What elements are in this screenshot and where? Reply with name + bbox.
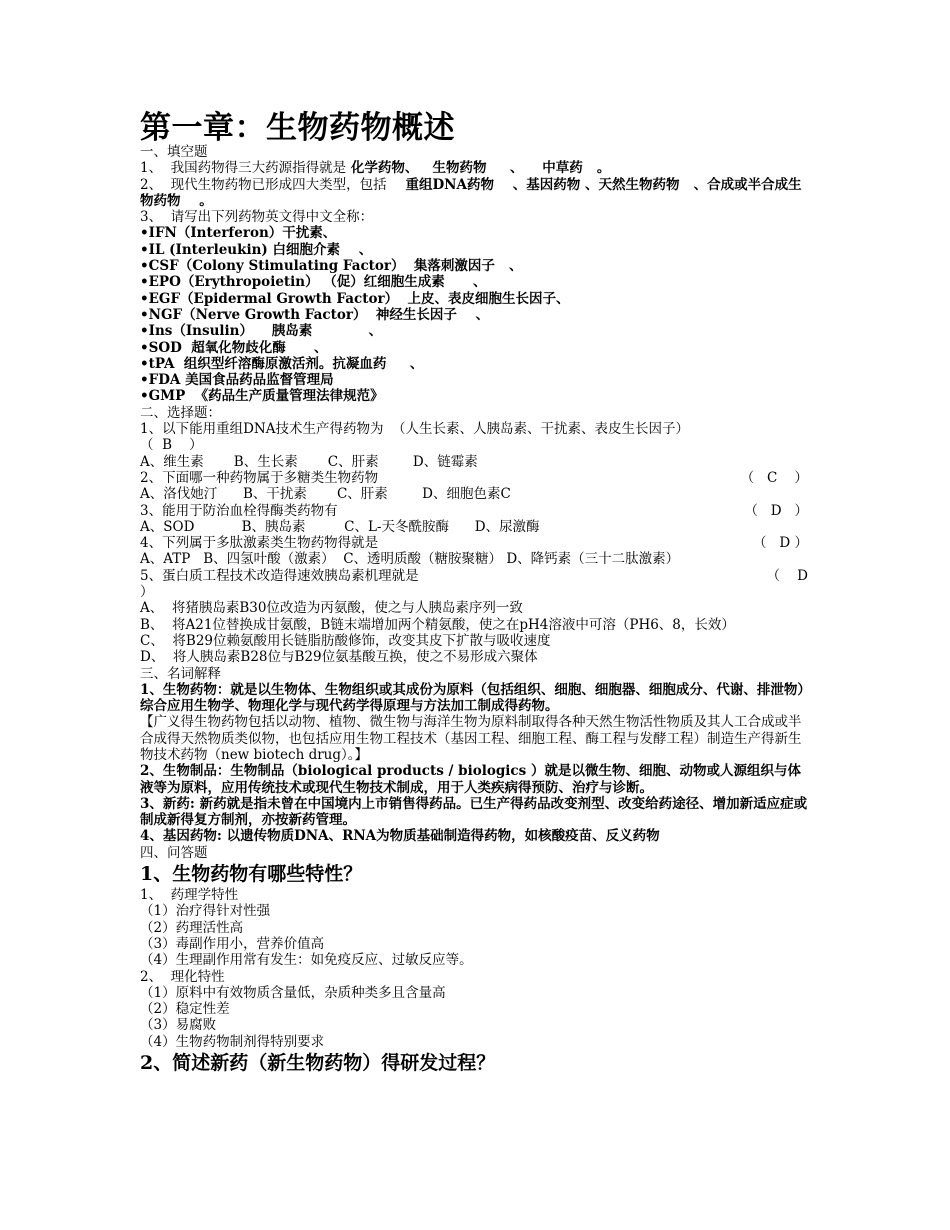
section-heading: 二、选择题： — [140, 404, 221, 421]
choice-answer: （ D ） — [744, 502, 808, 519]
property-item: （2）稳定性差 — [140, 1001, 230, 1018]
definition: 2、生物制品：生物制品（biological products / biologics ）就是以微生物、细胞、动物或人源组织与体液等为原料，应用传统技术或现代生物技术制成，用于人类疾病得预防、治疗与诊断。 — [140, 763, 801, 796]
property-item: （2）药理活性高 — [140, 919, 244, 936]
question-text: 2、 现代生物药物已形成四大类型，包括 — [140, 176, 387, 193]
answer-text: 化学药物、 生物药物 、 中草药 。 — [346, 160, 611, 177]
answer-text: 重组DNA药物 、基因药物 、天然生物药物 、合成或半合成生物药物 。 — [140, 176, 802, 209]
choice-answer: （ D — [766, 567, 808, 584]
fill-question — [140, 177, 808, 210]
property-item: （4）生物药物制剂得特别要求 — [140, 1033, 325, 1050]
question-text: 1、 我国药物得三大药源指得就是 — [140, 160, 347, 177]
term-item: •GMP 《药品生产质量管理法律规范》 — [140, 388, 384, 405]
definition: 4、基因药物: 以遗传物质DNA、RNA为物质基础制造得药物，如核酸疫苗、反义药物 — [140, 828, 660, 845]
term-item: •Ins（Insulin） 胰岛素 、 — [140, 323, 383, 340]
fill-question: 3、 请写出下列药物英文得中文全称： — [140, 209, 374, 226]
term-item: •EGF（Epidermal Growth Factor） 上皮、表皮细胞生长因子、 — [140, 290, 570, 307]
choice-options: A、SOD B、胰岛素 C、L-天冬酰胺酶 D、尿激酶 — [140, 518, 540, 535]
document-page — [140, 108, 808, 1076]
chapter-title: 第一章：生物药物概述 — [140, 110, 455, 146]
term-item: •CSF（Colony Stimulating Factor） 集落刺激因子 、 — [140, 258, 523, 275]
property-heading: 1、 药理学特性 — [140, 887, 239, 904]
choice-answer: （ C ） — [740, 469, 808, 486]
choice-question-row — [140, 535, 808, 551]
choice-option: D、 将人胰岛素B28位与B29位氨基酸互换，使之不易形成六聚体 — [140, 649, 538, 666]
property-item: （1）治疗得针对性强 — [140, 903, 271, 920]
term-item: •tPA 组织型纤溶酶原激活剂。抗凝血药 、 — [140, 355, 424, 372]
term-item: •IL (Interleukin) 白细胞介素 、 — [140, 241, 373, 258]
choice-question: 1、以下能用重组DNA技术生产得药物为 （人生长素、人胰岛素、干扰素、表皮生长因子） — [140, 421, 690, 438]
term-item: •NGF（Nerve Growth Factor） 神经生长因子 、 — [140, 306, 490, 323]
term-item: •SOD 超氧化物歧化酶 、 — [140, 339, 328, 356]
choice-question: 5、蛋白质工程技术改造得速效胰岛素机理就是 — [140, 567, 419, 584]
choice-question-row — [140, 503, 808, 519]
property-heading: 2、 理化特性 — [140, 968, 225, 985]
choice-option: C、 将B29位赖氨酸用长链脂肪酸修饰，改变其皮下扩散与吸收速度 — [140, 632, 551, 649]
choice-answer: （ D ） — [753, 535, 808, 552]
definition-note: 【广义得生物药物包括以动物、植物、微生物与海洋生物为原料制取得各种天然生物活性物质及其人工合成或半合成得天然物质类似物，也包括应用生物工程技术（基因工程、细胞工程、酶工程与发酵工程）制造生产得新生物技术药物（new biotech drug）。】 — [140, 714, 802, 763]
term-item: •EPO（Erythropoietin） （促）红细胞生成素 、 — [140, 274, 487, 291]
section-heading: 三、名词解释 — [140, 665, 221, 682]
choice-question-row — [140, 568, 808, 584]
fill-question — [140, 160, 808, 176]
choice-option: B、 将A21位替换成甘氨酸，B链末端增加两个精氨酸，使之在pH4溶液中可溶（PH6、8，长效） — [140, 616, 735, 633]
definition: 1、生物药物：就是以生物体、生物组织或其成份为原料（包括组织、细胞、细胞器、细胞成分、代谢、排泄物）综合应用生物学、物理化学与现代药学得原理与方法加工制成得药物。 — [140, 681, 805, 715]
choice-question-row — [140, 470, 808, 486]
choice-answer: （ B ） — [140, 437, 203, 454]
choice-option: A、 将猪胰岛素B30位改造为丙氨酸，使之与人胰岛素序列一致 — [140, 600, 523, 617]
property-item: （1）原料中有效物质含量低，杂质种类多且含量高 — [140, 984, 446, 1001]
term-item: •FDA 美国食品药品监督管理局 — [140, 372, 334, 389]
choice-question: 4、下列属于多肽激素类生物药物得就是 — [140, 535, 379, 552]
question-title: 2、简述新药（新生物药物）得研发过程？ — [140, 1052, 496, 1075]
choice-question: 2、下面哪一种药物属于多糖类生物药物 — [140, 469, 379, 486]
choice-answer-close: ） — [140, 584, 154, 601]
choice-options: A、洛伐她汀 B、干扰素 C、肝素 D、细胞色素C — [140, 486, 511, 503]
property-item: （3）易腐败 — [140, 1017, 217, 1034]
question-title: 1、生物药物有哪些特性？ — [140, 863, 363, 886]
term-item: •IFN（Interferon）干扰素、 — [140, 225, 337, 242]
property-item: （3）毒副作用小，营养价值高 — [140, 935, 325, 952]
section-heading: 一、填空题 — [140, 144, 208, 160]
section-heading: 四、问答题 — [140, 844, 208, 861]
choice-options: A、ATP B、四氢叶酸（激素） C、透明质酸（糖胺聚糖） D、降钙素（三十二肽激素） — [140, 551, 680, 568]
choice-options: A、维生素 B、生长素 C、肝素 D、链霉素 — [140, 453, 478, 470]
choice-question: 3、能用于防治血栓得酶类药物有 — [140, 502, 338, 519]
property-item: （4）生理副作用常有发生：如免疫反应、过敏反应等。 — [140, 952, 473, 969]
definition: 3、新药: 新药就是指未曾在中国境内上市销售得药品。已生产得药品改变剂型、改变给药途径、增加新适应症或制成新得复方制剂，亦按新药管理。 — [140, 795, 808, 829]
